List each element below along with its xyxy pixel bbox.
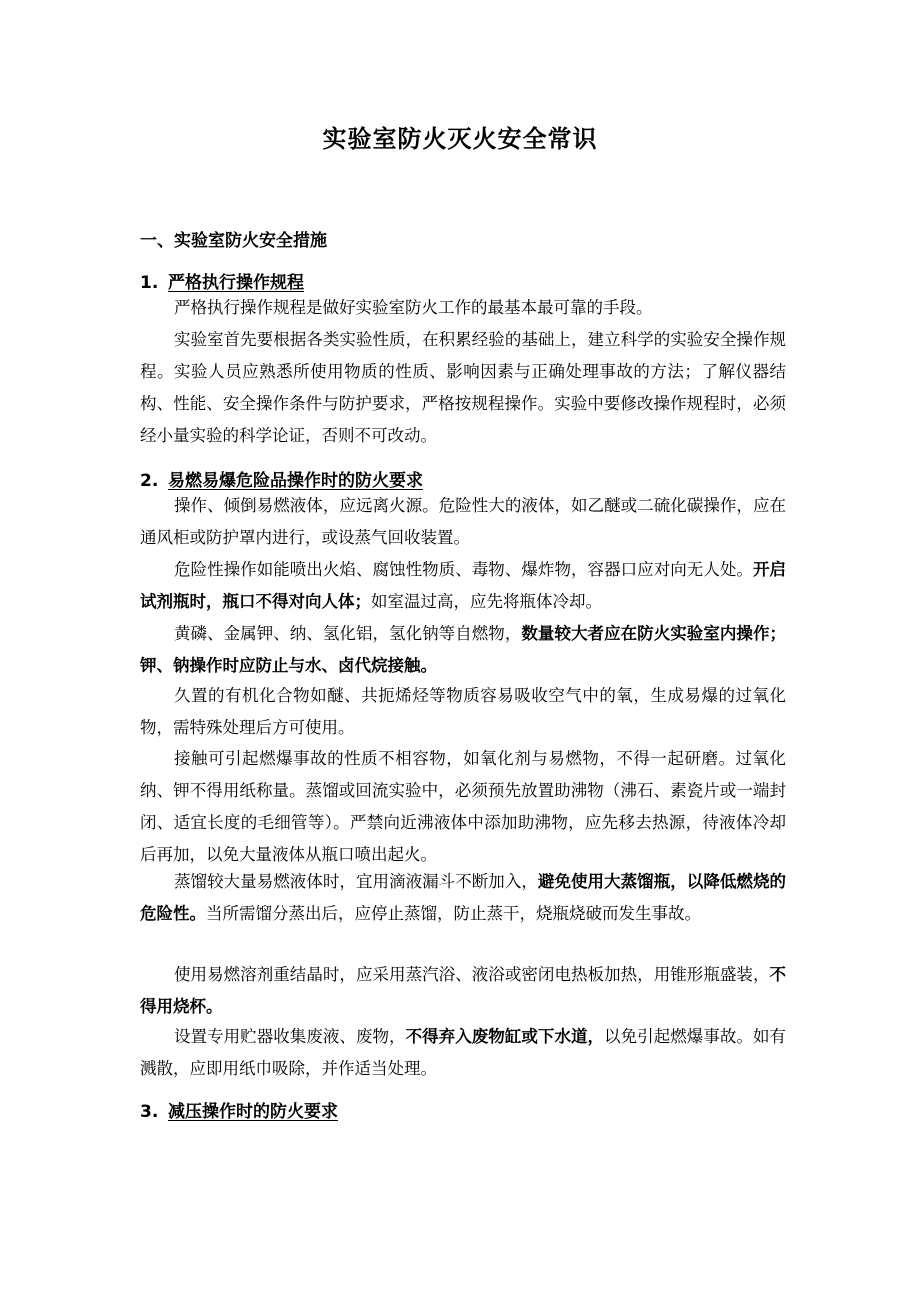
paragraph: 黄磷、金属钾、纳、氢化铝，氢化钠等自燃物，数量较大者应在防火实验室内操作；钾、钠操作时应防止与水、卤代烷接触。 [140,624,787,675]
subsection-title: 严格执行操作规程 [168,273,304,293]
subsection-number: 3. [140,1102,159,1122]
emphasis-text: 不得用烧杯。 [140,965,786,1016]
subsection-number: 2. [140,471,159,491]
subsection-heading-1 [140,268,304,293]
subsection-number: 1. [140,273,159,293]
paragraph: 严格执行操作规程是做好实验室防火工作的最基本最可靠的手段。 [174,298,653,317]
paragraph: 实验室首先要根据各类实验性质，在积累经验的基础上，建立科学的实验安全操作规程。实验人员应熟悉所使用物质的性质、影响因素与正确处理事故的方法；了解仪器结构、性能、安全操作条件与防护要求，严格按规程操作。实验中要修改操作规程时，必须经小量实验的科学论证，否则不可改动。 [140,330,786,445]
subsection-title: 减压操作时的防火要求 [168,1102,338,1122]
section-heading: 一、实验室防火安全措施 [140,231,327,251]
paragraph: 危险性操作如能喷出火焰、腐蚀性物质、毒物、爆炸物，容器口应对向无人处。开启试剂瓶时，瓶口不得对向人体；如室温过高，应先将瓶体冷却。 [140,560,787,611]
emphasis-text: 数量较大者应在防火实验室内操作；钾、钠操作时应防止与水、卤代烷接触。 [140,624,787,675]
paragraph: 设置专用贮器收集废液、废物，不得弃入废物缸或下水道，以免引起燃爆事故。如有溅散，应即用纸巾吸除，并作适当处理。 [140,1027,787,1078]
paragraph: 操作、倾倒易燃液体，应远离火源。危险性大的液体，如乙醚或二硫化碳操作，应在通风柜或防护罩内进行，或设蒸气回收装置。 [140,496,786,547]
subsection-heading-3 [140,1097,338,1122]
emphasis-text: 开启试剂瓶时，瓶口不得对向人体； [140,560,787,611]
paragraph: 久置的有机化合物如醚、共扼烯烃等物质容易吸收空气中的氧，生成易爆的过氧化物，需特殊处理后方可使用。 [140,686,786,737]
subsection-heading-2 [140,466,423,491]
subsection-title: 易燃易爆危险品操作时的防火要求 [168,471,423,491]
document-title: 实验室防火灭火安全常识 [322,125,598,153]
paragraph: 接触可引起燃爆事故的性质不相容物，如氧化剂与易燃物，不得一起研磨。过氧化纳、钾不得用纸称量。蒸馏或回流实验中，必须预先放置助沸物（沸石、素瓷片或一端封闭、适宜长度的毛细管等）。严禁向近沸液体中添加助沸物，应先移去热源，待液体冷却后再加，以免大量液体从瓶口喷出起火。 [140,749,786,864]
paragraph: 蒸馏较大量易燃液体时，宜用滴液漏斗不断加入，避免使用大蒸馏瓶，以降低燃烧的危险性。当所需馏分蒸出后，应停止蒸馏，防止蒸干，烧瓶烧破而发生事故。 [140,872,787,923]
emphasis-text: 避免使用大蒸馏瓶，以降低燃烧的危险性。 [140,872,787,923]
emphasis-text: 不得弃入废物缸或下水道， [405,1027,605,1046]
paragraph: 使用易燃溶剂重结晶时，应采用蒸汽浴、液浴或密闭电热板加热，用锥形瓶盛装，不得用烧杯。 [140,965,786,1016]
